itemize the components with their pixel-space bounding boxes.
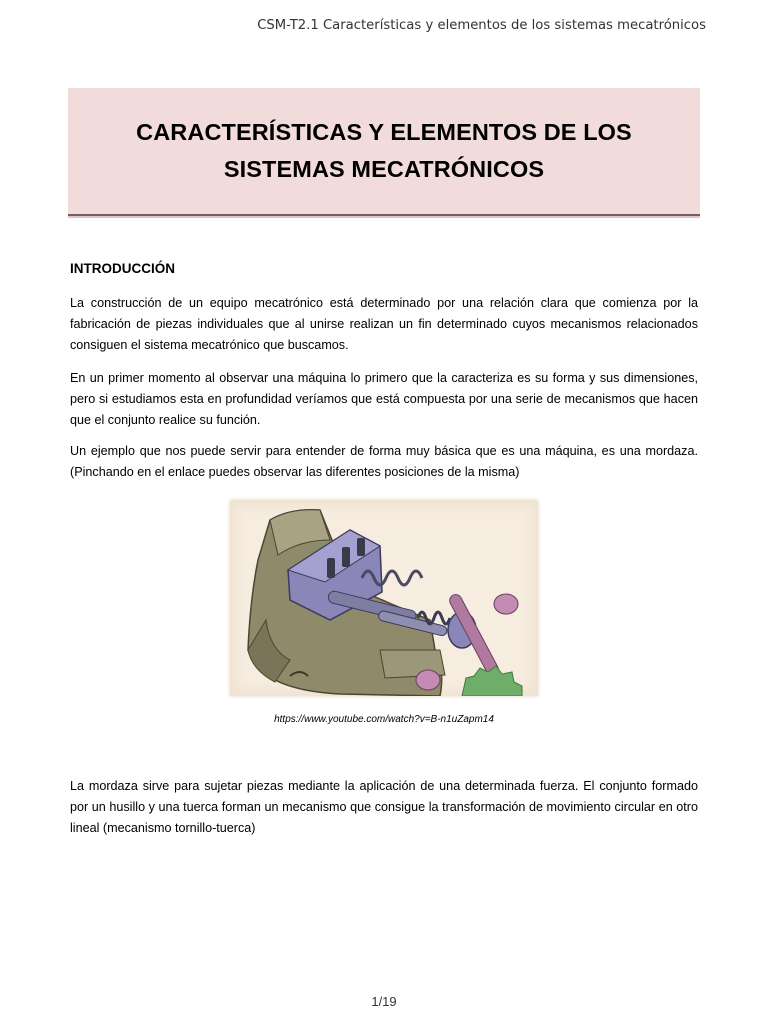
bolt-3 bbox=[357, 538, 365, 556]
handle-knob-bottom bbox=[416, 670, 440, 690]
title-line-2: SISTEMAS MECATRÓNICOS bbox=[223, 156, 545, 182]
title-line-1: CARACTERÍSTICAS Y ELEMENTOS DE LOS bbox=[136, 119, 632, 145]
video-link[interactable]: https://www.youtube.com/watch?v=B-n1uZapm14 bbox=[274, 714, 494, 725]
running-header: CSM-T2.1 Características y elementos de los sistemas mecatrónicos bbox=[257, 18, 706, 33]
vise-figure[interactable] bbox=[230, 500, 538, 696]
page-number: 1/19 bbox=[371, 994, 397, 1009]
paragraph-3: Un ejemplo que nos puede servir para entender de forma muy básica que es una máquina, es una mordaza. (Pinchando en el enlace puedes observar las diferentes posiciones de la misma) bbox=[70, 444, 698, 479]
bolt-1 bbox=[327, 558, 335, 578]
title-box bbox=[68, 88, 700, 216]
paragraph-2: En un primer momento al observar una máquina lo primero que la caracteriza es su forma y sus dimensiones, pero si estudiamos esta en profundidad veríamos que está compuesta por una serie de mecanismos que hacen que el conjunto realice su función. bbox=[70, 371, 698, 427]
paragraph-4: La mordaza sirve para sujetar piezas mediante la aplicación de una determinada fuerza. El conjunto formado por un husillo y una tuerca forman un mecanismo que consigue la transformación de movimiento circular en otro lineal (mecanismo tornillo-tuerca) bbox=[70, 779, 698, 835]
bolt-2 bbox=[342, 547, 350, 567]
paragraph-1: La construcción de un equipo mecatrónico está determinado por una relación clara que comienza por la fabricación de piezas individuales que al unirse realizan un fin determinado cuyos mecanismos relacionados consiguen el sistema mecatrónico que buscamos. bbox=[70, 296, 698, 352]
section-heading: INTRODUCCIÓN bbox=[70, 261, 175, 276]
gear-fragment bbox=[462, 666, 522, 696]
handle-knob-top bbox=[494, 594, 518, 614]
vise-illustration bbox=[230, 500, 538, 696]
